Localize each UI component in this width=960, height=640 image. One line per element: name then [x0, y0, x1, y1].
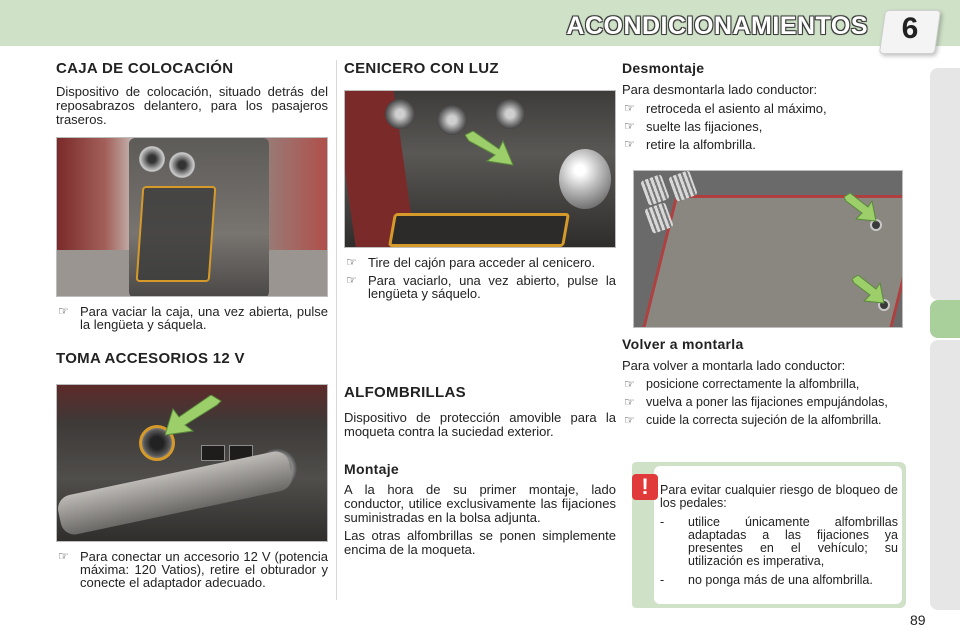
air-vent	[169, 152, 195, 178]
mats-description: Dispositivo de protección amovible para la moqueta contra la suciedad exterior.	[344, 410, 616, 439]
ashtray-highlight	[388, 213, 570, 247]
storage-box-photo	[56, 137, 328, 297]
pointing-hand-icon: ☞	[624, 395, 635, 409]
list-item: ☞ Tire del cajón para acceder al cenicero.	[346, 255, 596, 270]
removal-intro: Para desmontarla lado conductor:	[622, 82, 818, 97]
socket-heading: TOMA ACCESORIOS 12 V	[56, 350, 245, 367]
photo-handbrake	[56, 449, 295, 537]
mats-heading: ALFOMBRILLAS	[344, 384, 466, 401]
socket-instructions	[56, 550, 328, 589]
storage-box-heading: CAJA DE COLOCACIÓN	[56, 60, 234, 77]
photo-switch	[201, 445, 225, 461]
pointing-hand-icon: ☞	[346, 255, 357, 269]
mount-paragraph: Las otras alfombrillas se ponen simplemente encima de la moqueta.	[344, 528, 616, 557]
chapter-title: ACONDICIONAMIENTOS	[566, 12, 868, 40]
air-vent	[139, 146, 165, 172]
warning-list-item: - no ponga más de una alfombrilla.	[660, 573, 873, 587]
refit-heading: Volver a montarla	[622, 336, 744, 352]
mount-paragraph: A la hora de su primer montaje, lado conductor, utilice exclusivamente las fijaciones suministradas en la bolsa adjunta.	[344, 482, 616, 525]
pointing-hand-icon: ☞	[624, 413, 635, 427]
list-item: ☞ cuide la correcta sujeción de la alfombrilla.	[624, 413, 882, 427]
list-item: ☞ vuelva a poner las fijaciones empujándolas,	[624, 395, 888, 409]
removal-heading: Desmontaje	[622, 60, 705, 76]
pointing-hand-icon: ☞	[624, 377, 635, 391]
list-item: ☞ Para vaciar la caja, una vez abierta, pulse la lengüeta y sáquela.	[58, 304, 328, 332]
column-right	[622, 60, 906, 151]
list-item: ☞ Para conectar un accesorio 12 V (potencia máxima: 120 Vatios), retire el obturador y conecte el adaptador adecuado.	[58, 549, 328, 590]
side-tab-active	[930, 300, 960, 338]
floor-mat-photo	[633, 170, 903, 328]
pointing-hand-icon: ☞	[58, 549, 69, 563]
list-item: ☞ Para vaciarlo, una vez abierto, pulse la lengüeta y sáquelo.	[346, 273, 616, 301]
side-tab-upper	[930, 68, 960, 300]
warning-intro: Para evitar cualquier riesgo de bloqueo de los pedales:	[660, 483, 898, 510]
column-middle	[344, 60, 616, 77]
pointing-hand-icon: ☞	[346, 273, 357, 287]
pointing-hand-icon: ☞	[624, 137, 635, 151]
storage-box-description: Dispositivo de colocación, situado detrás del reposabrazos delantero, para los pasajeros traseros.	[56, 84, 328, 127]
photo-gear-knob	[559, 149, 611, 209]
list-item: ☞ retroceda el asiento al máximo,	[624, 101, 827, 116]
storage-box-highlight	[136, 186, 217, 282]
green-arrow-icon	[852, 275, 886, 305]
warning-text	[660, 484, 898, 587]
list-item: ☞ posicione correctamente la alfombrilla,	[624, 377, 860, 391]
list-item: ☞ suelte las fijaciones,	[624, 119, 763, 134]
list-item: ☞ retire la alfombrilla.	[624, 137, 756, 152]
refit-intro: Para volver a montarla lado conductor:	[622, 358, 846, 373]
photo-knob	[385, 99, 415, 129]
green-arrow-icon	[165, 395, 225, 439]
ashtray-instructions	[344, 256, 616, 300]
pointing-hand-icon: ☞	[624, 119, 635, 133]
column-left	[56, 60, 328, 127]
pointing-hand-icon: ☞	[624, 101, 635, 115]
pointing-hand-icon: ☞	[58, 304, 69, 318]
refit-section	[622, 336, 906, 427]
socket-photo	[56, 384, 328, 542]
photo-knob	[495, 99, 525, 129]
side-tab-lower	[930, 340, 960, 610]
ashtray-photo	[344, 90, 616, 248]
ashtray-heading: CENICERO CON LUZ	[344, 60, 499, 77]
warning-list-item: - utilice únicamente alfombrillas adaptadas a las fijaciones ya presentes en el vehículo; su utilización es imperativa,	[660, 515, 898, 568]
green-arrow-icon	[465, 131, 515, 167]
socket-section	[56, 350, 328, 367]
mount-heading: Montaje	[344, 461, 399, 477]
green-arrow-icon	[844, 193, 878, 223]
photo-pedal	[640, 174, 670, 206]
warning-icon: !	[632, 474, 658, 500]
column-divider	[336, 60, 337, 600]
photo-knob	[437, 105, 467, 135]
page-number: 89	[910, 612, 926, 628]
chapter-number: 6	[901, 12, 919, 45]
mats-section	[344, 384, 616, 557]
storage-box-instructions	[56, 305, 328, 331]
